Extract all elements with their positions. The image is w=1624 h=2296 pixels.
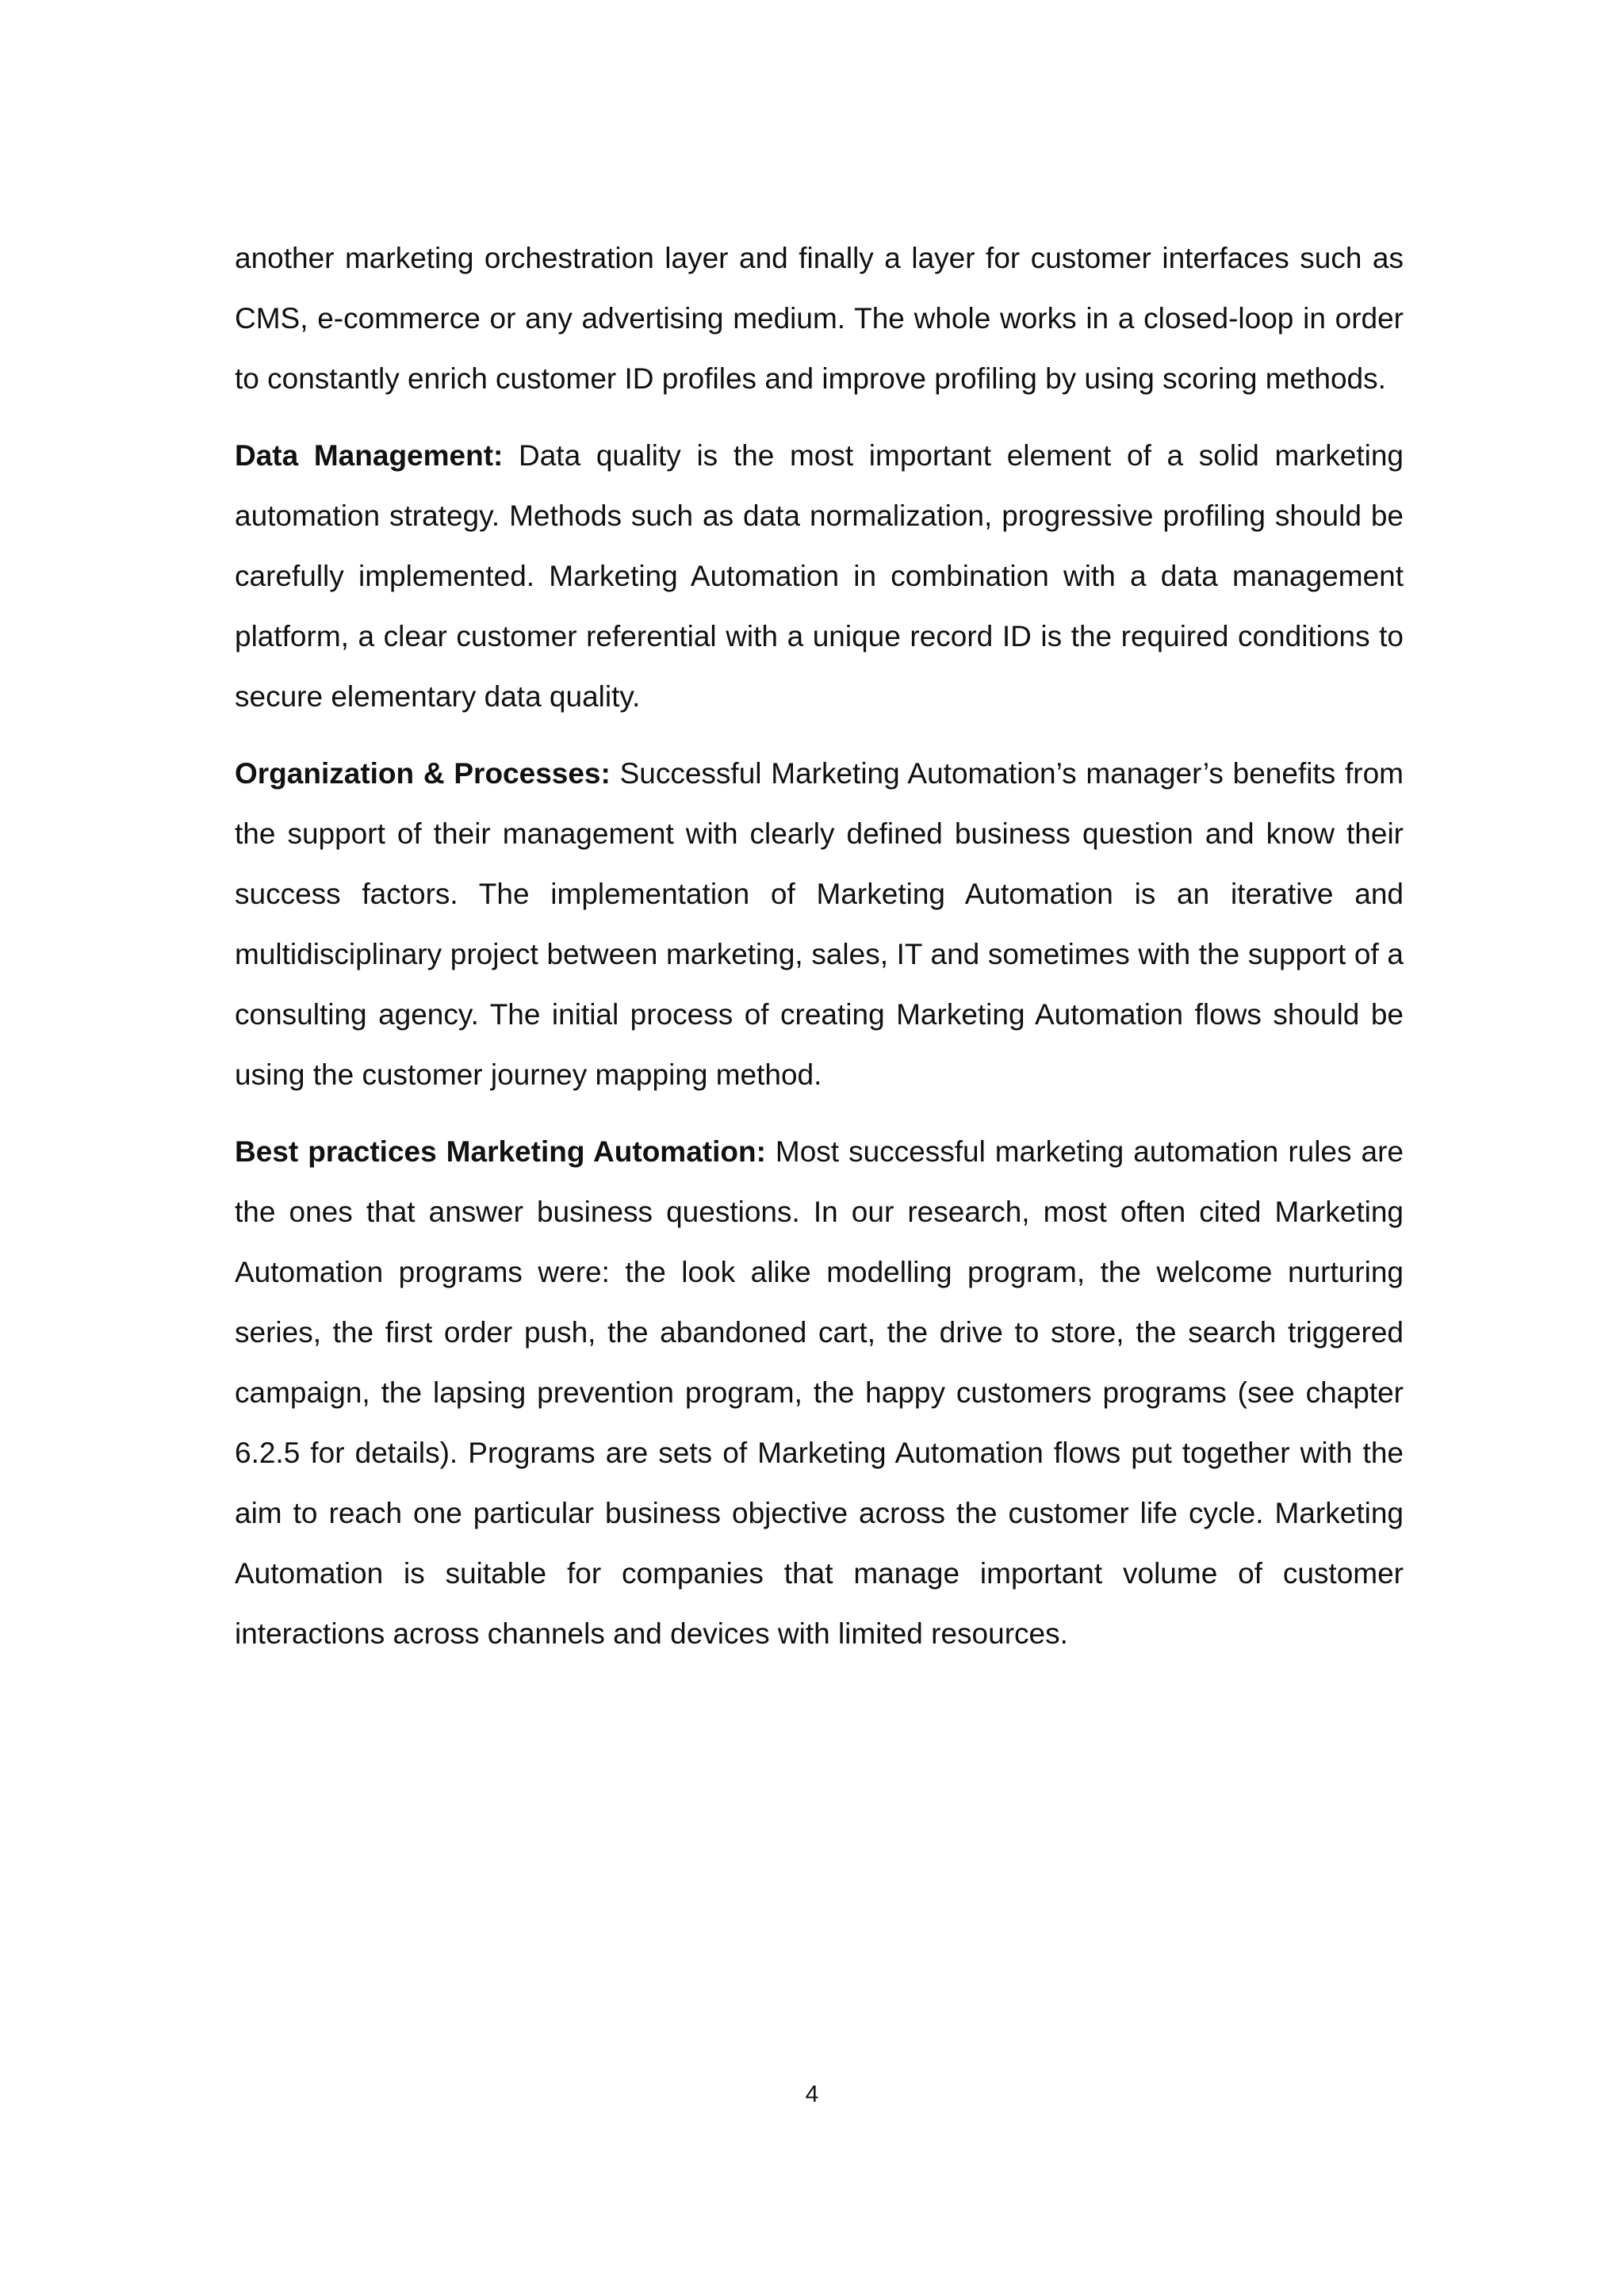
paragraph-text: Most successful marketing automation rules are the ones that answer business questions. In our research, most often cited Marketing Automation programs were: the look alike modelling program, the welcome nurturing series, the first order push, the abandoned cart, the drive to store, the search triggered campaign, the lapsing prevention program, the happy customers programs (see chapter 6.2.5 for details). Programs are sets of Marketing Automation flows put together with the aim to reach one particular business objective across the customer life cycle. Marketing Automation is suitable for companies that manage important volume of customer interactions across channels and devices with limited resources. bbox=[235, 1135, 1404, 1650]
paragraph-text: Data quality is the most important element of a solid marketing automation strategy. Methods such as data normalization, progressive profiling should be carefully implemented. Marketing Automation in combination with a data management platform, a clear customer referential with a unique record ID is the required conditions to secure elementary data quality. bbox=[235, 439, 1404, 713]
body-text bbox=[235, 228, 1404, 1681]
paragraph-data-management bbox=[235, 426, 1404, 727]
paragraph-architecture bbox=[235, 228, 1404, 409]
paragraph-text: another marketing orchestration layer and finally a layer for customer interfaces such as CMS, e-commerce or any advertising medium. The whole works in a closed-loop in order to constantly enrich customer ID profiles and improve profiling by using scoring methods. bbox=[235, 242, 1404, 395]
paragraph-heading: Organization & Processes: bbox=[235, 757, 611, 790]
paragraph-text: Successful Marketing Automation’s manager’s benefits from the support of their management with clearly defined business question and know their success factors. The implementation of Marketing Automation is an iterative and multidisciplinary project between marketing, sales, IT and sometimes with the support of a consulting agency. The initial process of creating Marketing Automation flows should be using the customer journey mapping method. bbox=[235, 757, 1404, 1091]
paragraph-heading: Best practices Marketing Automation: bbox=[235, 1135, 766, 1168]
page-number: 4 bbox=[805, 2081, 819, 2107]
paragraph-organization-processes bbox=[235, 744, 1404, 1105]
paragraph-heading: Data Management: bbox=[235, 439, 504, 472]
paragraph-best-practices bbox=[235, 1122, 1404, 1664]
